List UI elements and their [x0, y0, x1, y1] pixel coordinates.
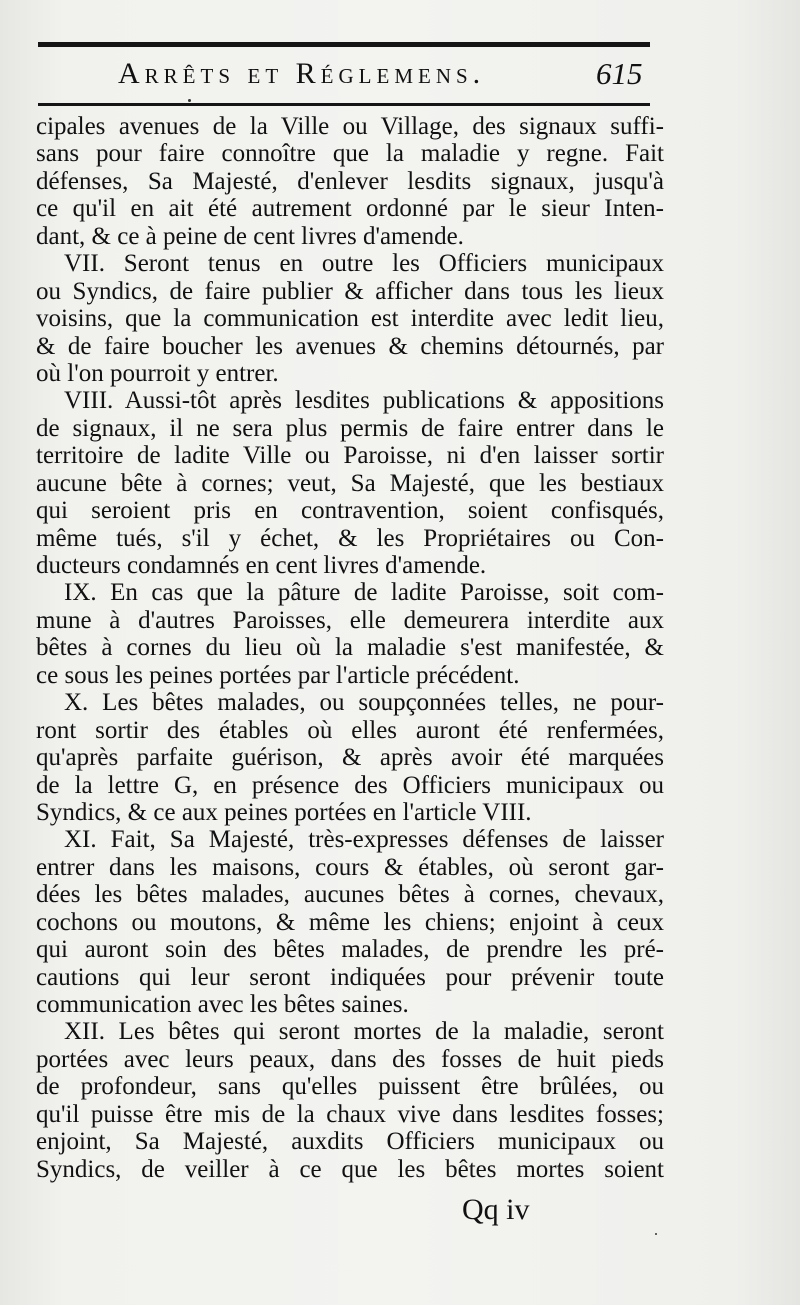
page-number: 615	[596, 56, 643, 91]
text-line: portées avec leurs peaux, dans des fosses de huit pieds	[36, 1045, 664, 1073]
text-line: aucune bête à cornes; veut, Sa Majesté, que les bestiaux	[36, 469, 664, 497]
text-line: cipales avenues de la Ville ou Village, des signaux suffi-	[36, 113, 664, 140]
text-line: dant, & ce à peine de cent livres d'amende.	[36, 222, 464, 250]
text-line: cochons ou moutons, & même les chiens; enjoint à ceux	[36, 908, 664, 936]
text-line: voisins, que la communication est interdite avec ledit lieu,	[36, 305, 664, 333]
article-heading-line: X. Les bêtes malades, ou soupçonnées telles, ne pour-	[64, 689, 664, 717]
text-line: mune à d'autres Paroisses, elle demeurera interdite aux	[36, 606, 664, 634]
text-line: qui seroient pris en contravention, soient confisqués,	[36, 497, 664, 525]
text-line: dées les bêtes malades, aucunes bêtes à cornes, chevaux,	[36, 881, 664, 909]
ink-speck	[188, 99, 191, 102]
text-line: ce qu'il en ait été autrement ordonné par le sieur Inten-	[36, 195, 664, 223]
article-heading-line: IX. En cas que la pâture de ladite Paroisse, soit com-	[64, 579, 664, 607]
article-heading-line: XI. Fait, Sa Majesté, très-expresses défenses de laisser	[64, 826, 664, 854]
text-line: où l'on pourroit y entrer.	[36, 359, 279, 387]
text-line: bêtes à cornes du lieu où la maladie s'est manifestée, &	[36, 634, 664, 662]
running-head: Arrêts et Réglemens.	[118, 57, 486, 90]
text-line: enjoint, Sa Majesté, auxdits Officiers municipaux ou	[36, 1128, 664, 1156]
text-line: de profondeur, sans qu'elles puissent être brûlées, ou	[36, 1073, 664, 1101]
text-line: qu'il puisse être mis de la chaux vive dans lesdites fosses;	[36, 1100, 664, 1128]
body-text	[36, 113, 664, 1183]
text-line: territoire de ladite Ville ou Paroisse, ni d'en laisser sortir	[36, 442, 664, 470]
text-line: qu'après parfaite guérison, & après avoir été marquées	[36, 744, 664, 772]
text-line: communication avec les bêtes saines.	[36, 991, 409, 1018]
text-line: ou Syndics, de faire publier & afficher dans tous les lieux	[36, 277, 664, 305]
text-line: sans pour faire connoître que la maladie y regne. Fait	[36, 140, 664, 168]
ink-speck	[655, 1233, 657, 1235]
text-line: entrer dans les maisons, cours & étables, où seront gar-	[36, 853, 664, 881]
text-line: défenses, Sa Majesté, d'enlever lesdits signaux, jusqu'à	[36, 167, 664, 195]
signature-catchword: Qq iv	[462, 1193, 530, 1226]
text-line: ront sortir des étables où elles auront été renfermées,	[36, 716, 664, 744]
text-line: même tués, s'il y échet, & les Propriétaires ou Con-	[36, 524, 664, 552]
text-line: Syndics, de veiller à ce que les bêtes mortes soient	[36, 1155, 664, 1183]
text-line: qui auront soin des bêtes malades, de prendre les pré-	[36, 936, 664, 964]
article-heading-line: XII. Les bêtes qui seront mortes de la maladie, seront	[64, 1018, 664, 1046]
article-heading-line: VIII. Aussi-tôt après lesdites publications & appositions	[64, 387, 664, 415]
article-heading-line: VII. Seront tenus en outre les Officiers municipaux	[64, 250, 664, 278]
header-rule-top	[38, 42, 650, 47]
text-line: & de faire boucher les avenues & chemins détournés, par	[36, 332, 664, 360]
text-line: de la lettre G, en présence des Officiers municipaux ou	[36, 771, 664, 799]
text-line: ce sous les peines portées par l'article précédent.	[36, 661, 520, 689]
text-line: Syndics, & ce aux peines portées en l'article VIII.	[36, 798, 532, 826]
text-line: ducteurs condamnés en cent livres d'amende.	[36, 552, 487, 579]
header-rule-bottom	[38, 103, 650, 106]
text-line: cautions qui leur seront indiquées pour prévenir toute	[36, 963, 664, 991]
text-line: de signaux, il ne sera plus permis de faire entrer dans le	[36, 414, 664, 442]
